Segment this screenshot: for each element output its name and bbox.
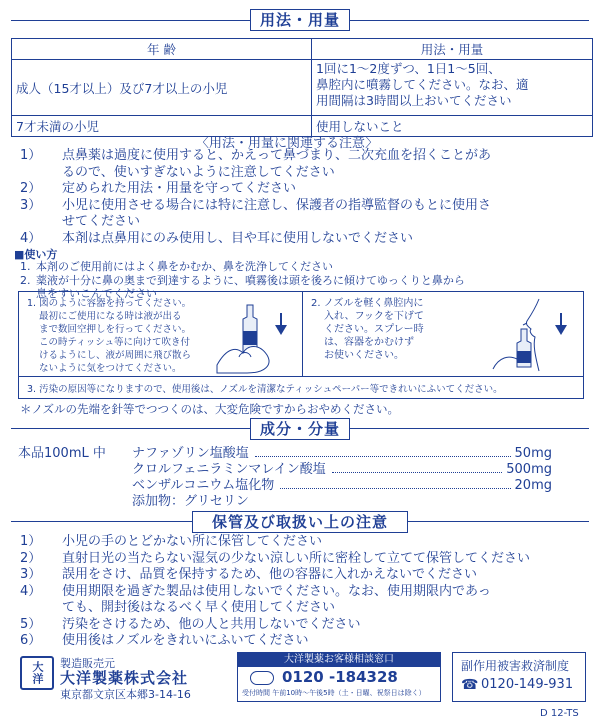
list-item: 1） 小児の手のとどかない所に保管してください — [20, 534, 323, 549]
consult-title: 大洋製薬お客様相談窓口 — [238, 653, 440, 667]
phone-icon: ☎ — [461, 677, 479, 693]
company-address: 東京都文京区本郷3-14-16 — [60, 688, 191, 701]
list-item: 5） 汚染をさけるため、他の人と共用しないでください — [20, 616, 361, 632]
list-item: 2） 直射日光の当たらない湿気の少ない涼しい所に密栓して立てて保管してください — [20, 550, 531, 566]
consult-phone: 0120 -184328 — [282, 668, 398, 686]
panel-divider — [302, 292, 303, 376]
dose-line: 1回に1～2度ずつ、1日1～5回、 — [316, 61, 501, 76]
relief-box — [452, 652, 586, 702]
ingredient-name: ベンザルコニウム塩化物 — [132, 478, 275, 493]
list-item: 6） 使用後はノズルをきれいにふいてください — [20, 633, 309, 648]
list-item-cont: ても、開封後はなるべく早く使用してください — [62, 600, 336, 615]
table-header-row — [12, 39, 593, 60]
howto-panel — [18, 291, 584, 399]
dose-line: 用間隔は3時間以上おいてください — [316, 93, 512, 108]
howto-heading: ■使い方 — [14, 248, 58, 261]
ingredient-amount: 20mg — [514, 478, 552, 493]
notes-list — [20, 148, 491, 247]
list-item-cont: せてください — [62, 214, 141, 229]
freedial-icon — [250, 671, 274, 685]
ingredient-amount: 500mg — [506, 462, 552, 477]
storage-list — [20, 534, 530, 650]
relief-phone: 0120-149-931 — [481, 677, 574, 692]
step1-text: 1. 図のように容器を持ってください。 最初にご使用になる時は液が出る まで数回空押しを行ってください。 この時ティッシュ等に向けて吹き付 けるようにし、液が周囲に飛び散ら ないように気をつけてください。 — [27, 298, 192, 374]
list-item-cont: 息をすいこんでください — [36, 287, 157, 300]
table-row — [12, 60, 593, 116]
company-name: 大洋製薬株式会社 — [60, 669, 189, 687]
nose-spray-illustration — [479, 295, 583, 375]
storage-title: 保管及び取扱い上の注意 — [192, 511, 408, 533]
list-item: 1. 本剤のご使用前にはよく鼻をかむか、鼻を洗浄してください — [20, 260, 333, 273]
list-item: 2） 定められた用法・用量を守ってください — [20, 181, 297, 196]
list-item-cont: るので、使いすぎないように注意してください — [62, 164, 335, 180]
relief-title: 副作用被害救済制度 — [461, 659, 570, 673]
list-item: 4） 本剤は点鼻用にのみ使用し、目や耳に使用しないでください — [20, 230, 414, 246]
step2-text: 2. ノズルを軽く鼻腔内に 入れ、フックを下げて ください。スプレー時 は、容器をかむけず お使いください。 — [311, 298, 424, 361]
age-cell: 成人（15才以上）及び7才以上の小児 — [12, 60, 312, 116]
usage-table — [11, 38, 593, 137]
company-logo: 大洋 — [20, 656, 54, 690]
nozzle-warning: ＊ノズルの先端を針等でつつくのは、大変危険ですからおやめください。 — [20, 402, 400, 416]
list-item: 3） 誤用をさけ、品質を保持するため、他の容器に入れかえないでください — [20, 567, 477, 582]
list-item: 3） 小児に使用させる場合には特に注意し、保護者の指導監督のもとに使用さ — [20, 197, 492, 213]
list-item: 1） 点鼻薬は過度に使用すると、かえって鼻づまり、二次充血を招くことがあ — [20, 148, 492, 163]
ingredient-name: クロルフェニラミンマレイン酸塩 — [132, 462, 326, 477]
ingredients-prefix: 本品100mL 中 — [18, 446, 106, 461]
age-cell: 7才未満の小児 — [12, 116, 312, 137]
step3-text: 3. 汚染の原因等になりますので、使用後は、ノズルを清潔なティッシュペーパー等できれいにふいてください。 — [27, 384, 503, 395]
age-header: 年 齢 — [12, 39, 312, 60]
notes-heading: 〈用法・用量に関連する注意〉 — [196, 136, 379, 151]
dose-header: 用法・用量 — [312, 39, 593, 60]
dose-cell: 使用しないこと — [312, 116, 593, 137]
consult-hours: 受付時間 午前10時～午後5時（土・日曜、祝祭日は除く） — [242, 689, 426, 697]
list-item: 4） 使用期限を過ぎた製品は使用しないでください。なお、使用期限内であっ — [20, 583, 491, 599]
consult-box — [237, 652, 441, 702]
ingredient-name: ナファゾリン塩酸塩 — [132, 446, 249, 461]
dose-line: 鼻腔内に噴霧してください。なお、適 — [316, 77, 529, 92]
maker-label: 製造販売元 — [60, 657, 115, 670]
ingredient-additive: 添加物：グリセリン — [132, 494, 249, 509]
ingredient-amount: 50mg — [514, 446, 552, 461]
usage-title: 用法・用量 — [250, 9, 350, 31]
dose-cell — [312, 60, 593, 116]
hand-spray-illustration — [207, 295, 299, 375]
ingredients-title: 成分・分量 — [250, 418, 350, 440]
panel-hrule — [19, 376, 583, 377]
list-item: 2. 薬液が十分に鼻の奥まで到達するように、噴霧後は頭を後ろに傾けてゆっくりと鼻から — [20, 273, 465, 287]
product-code: D 12-TS — [540, 708, 579, 719]
